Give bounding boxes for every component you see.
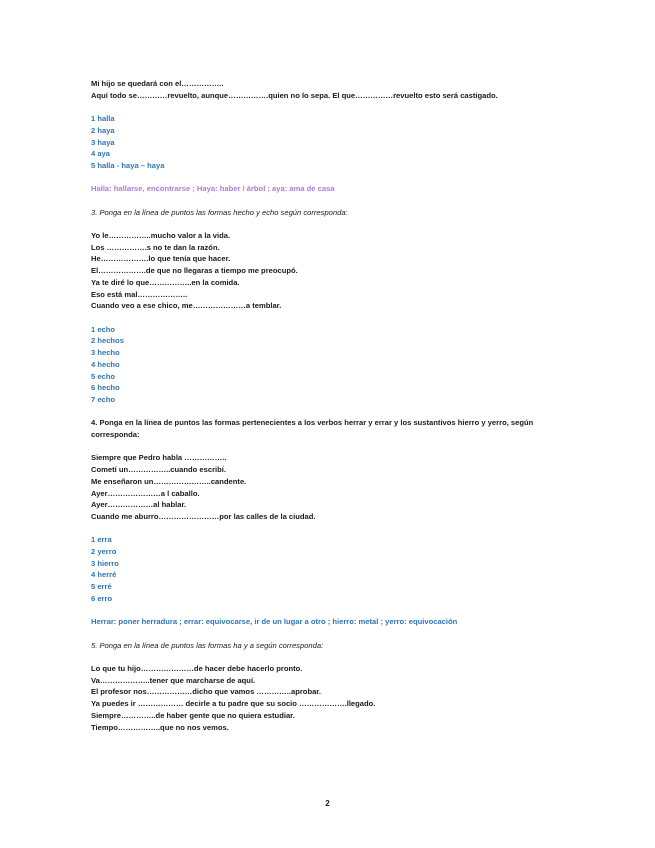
answer-line: 1 halla <box>91 114 115 124</box>
section-3-title: 3. Ponga en la línea de puntos las formas hecho y echo según corresponda: <box>91 207 348 217</box>
exercise-line: Siempre…………..de haber gente que no quiera estudiar. <box>91 710 295 720</box>
exercise-line: He……………….lo que tenía que hacer. <box>91 254 231 264</box>
answer-line: 5 echo <box>91 371 116 381</box>
answer-line: 5 erré <box>91 582 112 592</box>
answer-line: 3 hierro <box>91 558 119 568</box>
answer-line: 2 yerro <box>91 547 117 556</box>
exercise-line: Va………………..tener que marcharse de aquí. <box>91 675 256 685</box>
text-line: Aquí todo se…………revuelto, aunque…………….quien no lo sepa. El que……………revuelto esto será castigado. <box>91 90 498 100</box>
answer-line: 4 aya <box>91 149 111 159</box>
exercise-line: Ya te diré lo que……………..en la comida. <box>91 277 240 287</box>
answer-line: 2 hechos <box>91 336 124 346</box>
answer-line: 4 herré <box>91 570 117 580</box>
answer-line: 1 echo <box>91 324 116 334</box>
definition-note: Herrar: poner herradura ; errar: equivocarse, ir de un lugar a otro ; hierro: metal ; yerro: equivocación <box>91 617 458 627</box>
answer-line: 2 haya <box>91 125 115 135</box>
exercise-line: Los …………….s no te dan la razón. <box>91 242 220 252</box>
answer-line: 4 hecho <box>91 359 120 369</box>
exercise-line: Cuando veo a ese chico, me…………………a temblar. <box>91 301 282 311</box>
exercise-line: El……………….de que no llegaras a tiempo me preocupó. <box>91 266 298 276</box>
exercise-line: Siempre que Pedro habla …………….. <box>91 453 227 463</box>
page-number: 2 <box>325 799 330 808</box>
exercise-line: Ayer…………………a l caballo. <box>91 488 200 498</box>
answer-line: 6 hecho <box>91 383 120 393</box>
definition-note: Halla: hallarse, encontrarse ; Haya: haber / árbol ; aya: ama de casa <box>91 184 335 194</box>
document-page <box>91 78 561 733</box>
exercise-line: Cometí un……………..cuando escribí. <box>91 465 227 475</box>
exercise-line: Eso está mal……………….. <box>91 289 188 299</box>
exercise-line: Cuando me aburro……………………por las calles de la ciudad. <box>91 511 316 521</box>
exercise-line: Lo que tu hijo…………………de hacer debe hacerlo pronto. <box>91 663 303 673</box>
exercise-line: Ayer………………al hablar. <box>91 500 187 510</box>
answer-line: 6 erro <box>91 593 113 603</box>
answer-line: 1 erra <box>91 535 112 545</box>
exercise-line: Me enseñaron un…………………..candente. <box>91 476 247 486</box>
answer-line: 3 haya <box>91 137 115 147</box>
exercise-line: Ya puedes ir ……………… decirle a tu padre que su socio ……………….llegado. <box>91 699 376 709</box>
section-5-title: 5. Ponga en la línea de puntos las formas ha y a según corresponda: <box>91 640 324 650</box>
exercise-line: Yo le……………..mucho valor a la vida. <box>91 231 231 241</box>
answer-line: 3 hecho <box>91 348 120 358</box>
answer-line: 5 halla - haya – haya <box>91 160 165 170</box>
exercise-line: Tiempo……………..que no nos vemos. <box>91 722 229 732</box>
text-line: Mi hijo se quedará con el…………….. <box>91 79 224 88</box>
section-4-title: 4. Ponga en la línea de puntos las formas pertenecientes a los verbos herrar y errar y los sustantivos hierro y yerro, según corresponda: <box>91 418 534 439</box>
answer-line: 7 echo <box>91 394 116 404</box>
exercise-line: El profesor nos………………dicho que vamos …………..aprobar. <box>91 687 321 697</box>
